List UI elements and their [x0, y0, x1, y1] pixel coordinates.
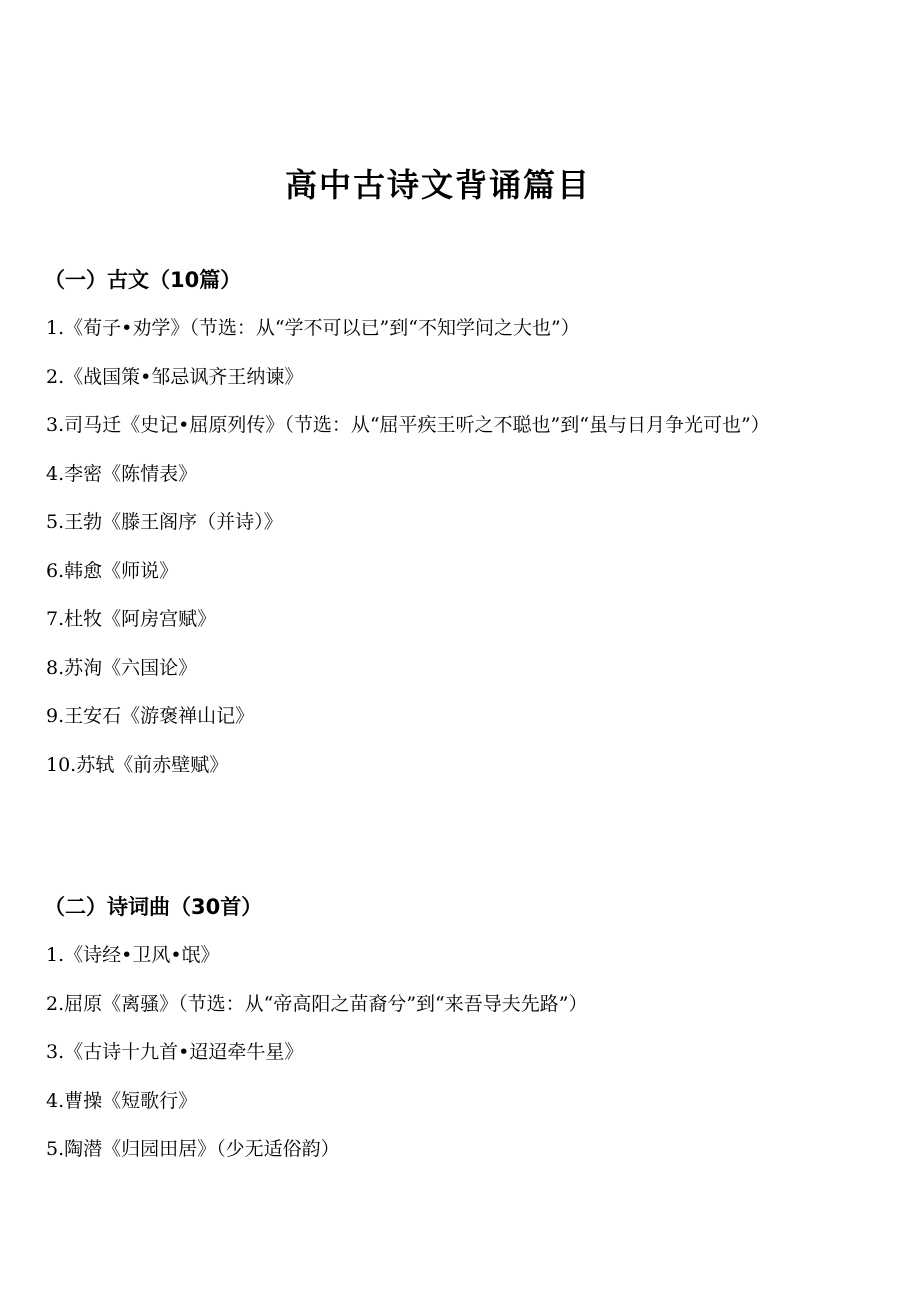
- list-item: 2.屈原《离骚》（节选：从“帝高阳之苗裔兮”到“来吾导夫先路”）: [46, 992, 588, 1015]
- list-item: 5.王勃《滕王阁序（并诗）》: [46, 511, 283, 533]
- list-item: 3.司马迁《史记•屈原列传》（节选：从“屈平疾王听之不聪也”到“虽与日月争光可也”）: [46, 414, 770, 436]
- list-item: 9.王安石《游褒禅山记》: [46, 705, 255, 727]
- section-heading-classical-prose: （一）古文（10篇）: [44, 268, 242, 292]
- poetry-list: [46, 931, 880, 1174]
- list-item: 1.《荀子•劝学》（节选：从“学不可以已”到“不知学问之大也”）: [46, 317, 580, 339]
- list-item: 7.杜牧《阿房宫赋》: [46, 608, 217, 630]
- list-item: 8.苏洵《六国论》: [46, 656, 198, 679]
- list-item: 4.李密《陈情表》: [46, 462, 198, 485]
- list-item: 4.曹操《短歌行》: [46, 1089, 198, 1112]
- document-title: 高中古诗文背诵篇目: [284, 166, 591, 204]
- list-item: 3.《古诗十九首•迢迢牵牛星》: [46, 1041, 304, 1063]
- list-item: 1.《诗经•卫风•氓》: [46, 944, 220, 966]
- classical-prose-list: [46, 304, 880, 789]
- list-item: 5.陶潜《归园田居》（少无适俗韵）: [46, 1138, 340, 1160]
- section-heading-poetry: （二）诗词曲（30首）: [44, 895, 263, 919]
- list-item: 6.韩愈《师说》: [46, 559, 179, 582]
- list-item: 2.《战国策•邹忌讽齐王纳谏》: [46, 365, 304, 388]
- list-item: 10.苏轼《前赤壁赋》: [46, 753, 229, 776]
